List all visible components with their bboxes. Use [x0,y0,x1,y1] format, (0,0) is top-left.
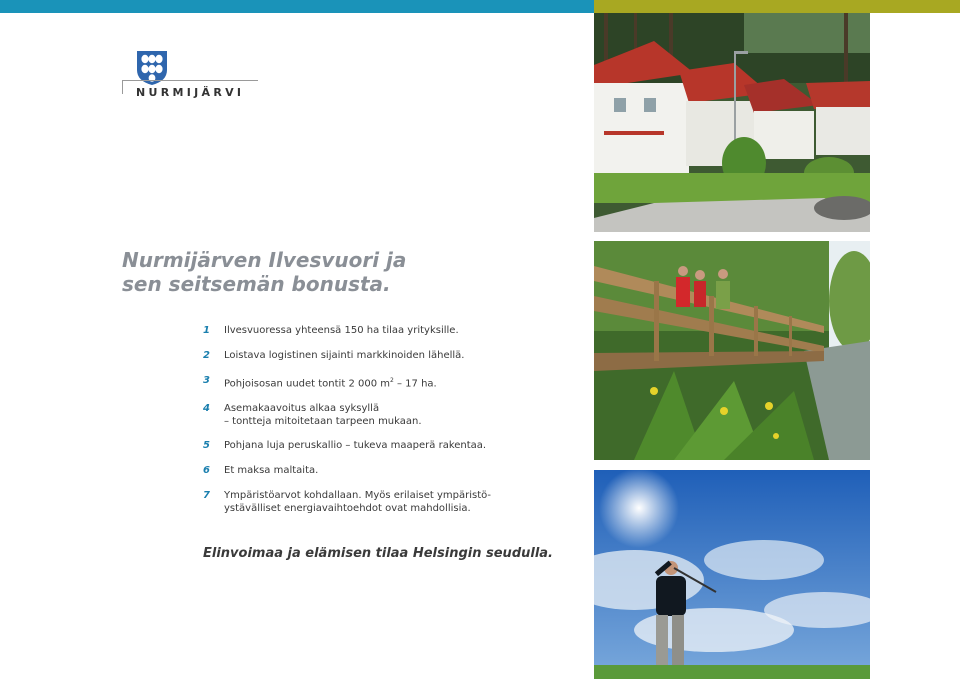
list-item: 6 Et maksa maltaita. [203,465,319,477]
bonus-list [203,325,603,515]
headline-line-2: sen seitsemän bonusta. [122,272,391,296]
list-number: 7 [203,490,210,502]
list-number: 1 [203,325,210,336]
nurmijarvi-logo [122,50,262,100]
logo-wordmark: NURMIJÄRVI [136,86,245,99]
top-bar-blue [0,0,594,13]
photo-houses [594,13,870,232]
list-item: 5 Pohjana luja peruskallio – tukeva maaperä rakentaa. [203,440,487,452]
list-number: 2 [203,350,210,361]
list-item: 2 Loistava logistinen sijainti markkinoiden lähellä. [203,350,465,361]
list-item: 3 Pohjoisosan uudet tontit 2 000 $m^2 - 17$ ha. [203,375,437,390]
list-item: 1 Ilvesvuoressa yhteensä 150 ha tilaa yrityksille. [203,325,459,336]
top-bar-olive [594,0,960,13]
list-item: 7 Ympäristöarvot kohdallaan. Myös erilaiset ympäristö- ystävälliset energiavaihtoehdot ovat mahdollisia. [203,490,492,514]
tagline: Elinvoimaa ja elämisen tilaa Helsingin seudulla. [203,546,553,561]
page-headline [122,248,562,296]
list-number: 5 [203,440,210,452]
photo-golfer [594,470,870,679]
list-number: 4 [203,403,210,415]
photo-boardwalk [594,241,870,460]
headline-line-1: Nurmijärven Ilvesvuori ja [122,248,407,272]
list-number: 6 [203,465,210,477]
list-item: 4 Asemakaavoitus alkaa syksyllä – tontteja mitoitetaan tarpeen mukaan. [203,403,422,427]
list-number: 3 [203,375,210,386]
